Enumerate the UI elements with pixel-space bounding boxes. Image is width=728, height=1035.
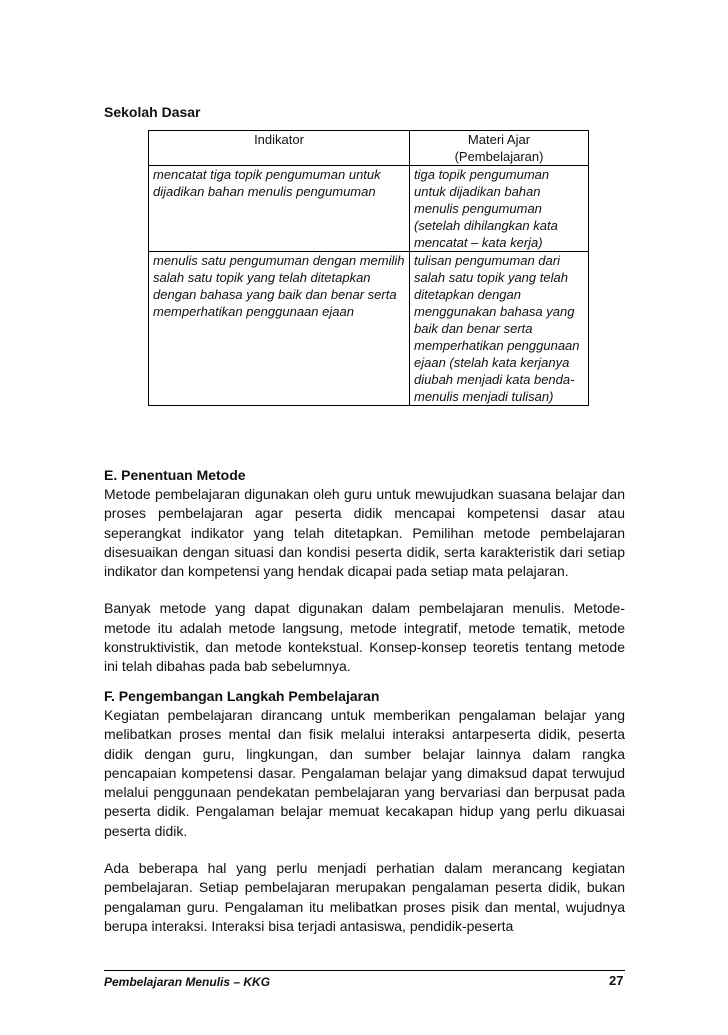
page-number: 27: [609, 973, 624, 988]
column-header-indikator: Indikator: [149, 131, 410, 166]
section-f-paragraph: Ada beberapa hal yang perlu menjadi perhatian dalam merancang kegiatan pembelajaran. Setiap pembelajaran merupakan pengalaman peserta didik, bukan pengalaman guru. Pengalaman itu melibatkan proses pisik dan mental, wujudnya berupa interaksi. Interaksi bisa terjadi antasiswa, pendidik-peserta: [104, 860, 625, 934]
section-f-heading: F. Pengembangan Langkah Pembelajaran: [104, 688, 380, 704]
section-f-paragraph: Kegiatan pembelajaran dirancang untuk memberikan pengalaman belajar yang melibatkan proses mental dan fisik melalui interaksi antarpeserta didik, peserta didik dengan guru, lingkungan, dan sumber belajar lainnya dalam rangka pencapaian kompetensi dasar. Pengalaman belajar yang dimaksud dapat terwujud melalui penggunaan pendekatan pembelajaran yang bervariasi dan berpusat pada peserta didik. Pengalaman belajar memuat kecakapan hidup yang perlu dikuasai peserta didik.: [104, 707, 625, 839]
section-e-paragraph: Banyak metode yang dapat digunakan dalam pembelajaran menulis. Metode-metode itu adalah metode langsung, metode integratif, metode tematik, metode konstruktivistik, dan metode kontekstual. Konsep-konsep teoretis tentang metode ini telah dibahas pada bab sebelumnya.: [104, 600, 625, 675]
section-e-paragraph: Metode pembelajaran digunakan oleh guru untuk mewujudkan suasana belajar dan proses pembelajaran agar peserta didik mencapai kompetensi dasar atau seperangkat indikator yang telah ditetapkan. Pemilihan metode pembelajaran disesuaikan dengan situasi dan kondisi peserta didik, serta karakteristik dari setiap indikator dan kompetensi yang hendak dicapai pada setiap mata pelajaran.: [104, 486, 625, 580]
table-cell-indikator: menulis satu pengumuman dengan memilih salah satu topik yang telah ditetapkan dengan bahasa yang baik dan benar serta memperhatikan penggunaan ejaan: [149, 252, 410, 406]
school-level-heading: Sekolah Dasar: [104, 104, 201, 120]
table-cell-materi: tulisan pengumuman dari salah satu topik yang telah ditetapkan dengan menggunakan bahasa yang baik dan benar serta memperhatikan penggunaan ejaan (stelah kata kerjanya diubah menjadi kata benda- menulis menjadi tulisan): [410, 252, 589, 406]
table-cell-indikator: mencatat tiga topik pengumuman untuk dijadikan bahan menulis pengumuman: [149, 166, 410, 252]
table-row: [149, 252, 589, 406]
footer-title: Pembelajaran Menulis – KKG: [104, 975, 271, 989]
table-cell-materi: tiga topik pengumuman untuk dijadikan bahan menulis pengumuman (setelah dihilangkan kata mencatat – kata kerja): [410, 166, 589, 252]
column-header-materi-ajar: Materi Ajar (Pembelajaran): [410, 131, 589, 166]
table-row: [149, 166, 589, 252]
table-header-row: [149, 131, 589, 166]
section-e: [104, 466, 625, 677]
section-f: [104, 687, 625, 936]
section-e-heading: E. Penentuan Metode: [104, 467, 246, 483]
indicator-table: [148, 130, 589, 406]
footer-divider: [104, 970, 625, 971]
